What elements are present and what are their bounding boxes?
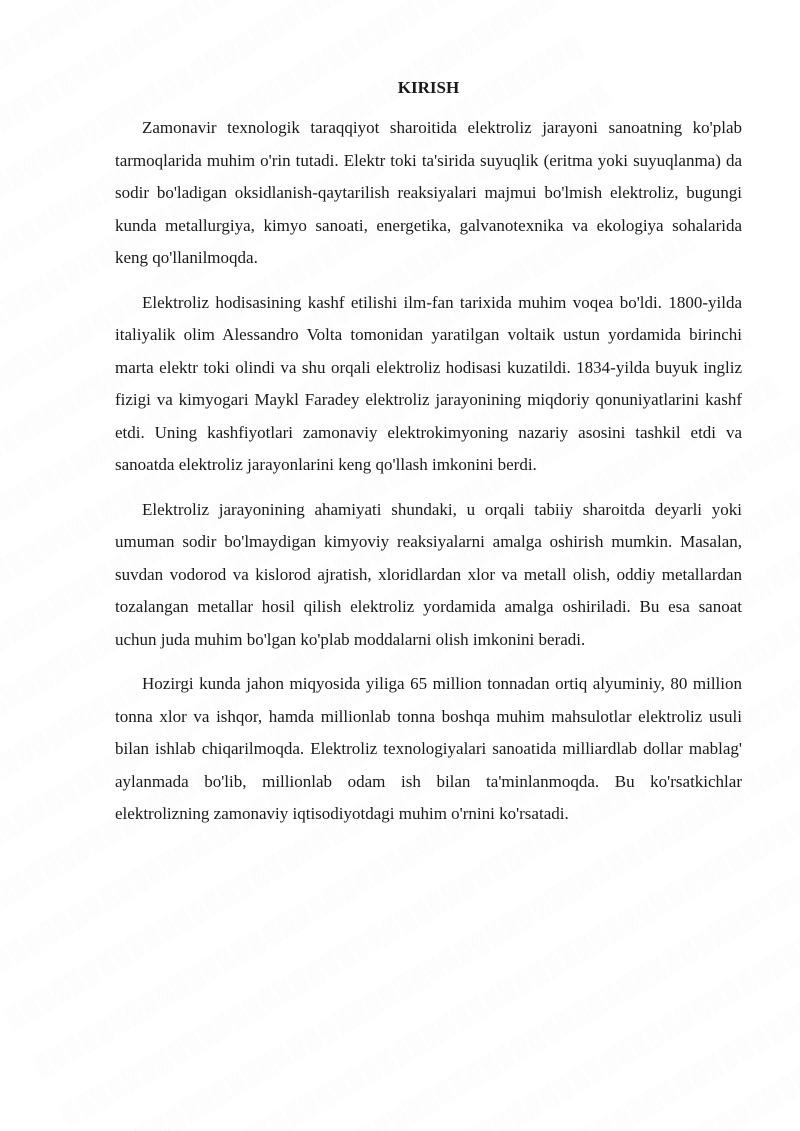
- paragraph-significance: Elektroliz jarayonining ahamiyati shundaki, u orqali tabiiy sharoitda deyarli yoki umuman sodir bo'lmaydigan kimyoviy reaksiyalarni amalga oshirish mumkin. Masalan, suvdan vodorod va kislorod ajratish, xloridlardan xlor va metall olish, oddiy metallardan tozalangan metallar hosil qilish elektroliz yordamida amalga oshiriladi. Bu esa sanoat uchun juda muhim bo'lgan ko'plab moddalarni olish imkonini beradi.: [115, 499, 742, 649]
- section-title: KIRISH: [397, 78, 460, 97]
- document-body: [115, 66, 742, 843]
- paragraph-statistics: Hozirgi kunda jahon miqyosida yiliga 65 million tonnadan ortiq alyuminiy, 80 million tonna xlor va ishqor, hamda millionlab tonna boshqa muhim mahsulotlar elektroliz usuli bilan ishlab chiqarilmoqda. Elektroliz texnologiyalari sanoatida milliardlab dollar mablag' aylanmada bo'lib, millionlab odam ish bilan ta'minlanmoqda. Bu ko'rsatkichlar elektrolizning zamonaviy iqtisodiyotdagi muhim o'rnini ko'rsatadi.: [115, 674, 742, 823]
- paragraph-intro: Zamonavir texnologik taraqqiyot sharoitida elektroliz jarayoni sanoatning ko'plab tarmoqlarida muhim o'rin tutadi. Elektr toki ta'sirida suyuqlik (eritma yoki suyuqlanma) da sodir bo'ladigan oksidlanish-qaytarilish reaksiyalari majmui bo'lmish elektroliz, bugungi kunda metallurgiya, kimyo sanoati, energetika, galvanotexnika va ekologiya sohalarida keng qo'llanilmoqda.: [115, 118, 742, 267]
- paragraph-history: Elektroliz hodisasining kashf etilishi ilm-fan tarixida muhim voqea bo'ldi. 1800-yilda italiyalik olim Alessandro Volta tomonidan yaratilgan voltaik ustun yordamida birinchi marta elektr toki olindi va shu orqali elektroliz hodisasi kuzatildi. 1834-yilda buyuk ingliz fizigi va kimyogari Maykl Faradey elektroliz jarayonining miqdoriy qonuniyatlarini kashf etdi. Uning kashfiyotlari zamonaviy elektrokimyoning nazariy asosini tashkil etdi va sanoatda elektroliz jarayonlarini keng qo'llash imkonini berdi.: [115, 292, 742, 474]
